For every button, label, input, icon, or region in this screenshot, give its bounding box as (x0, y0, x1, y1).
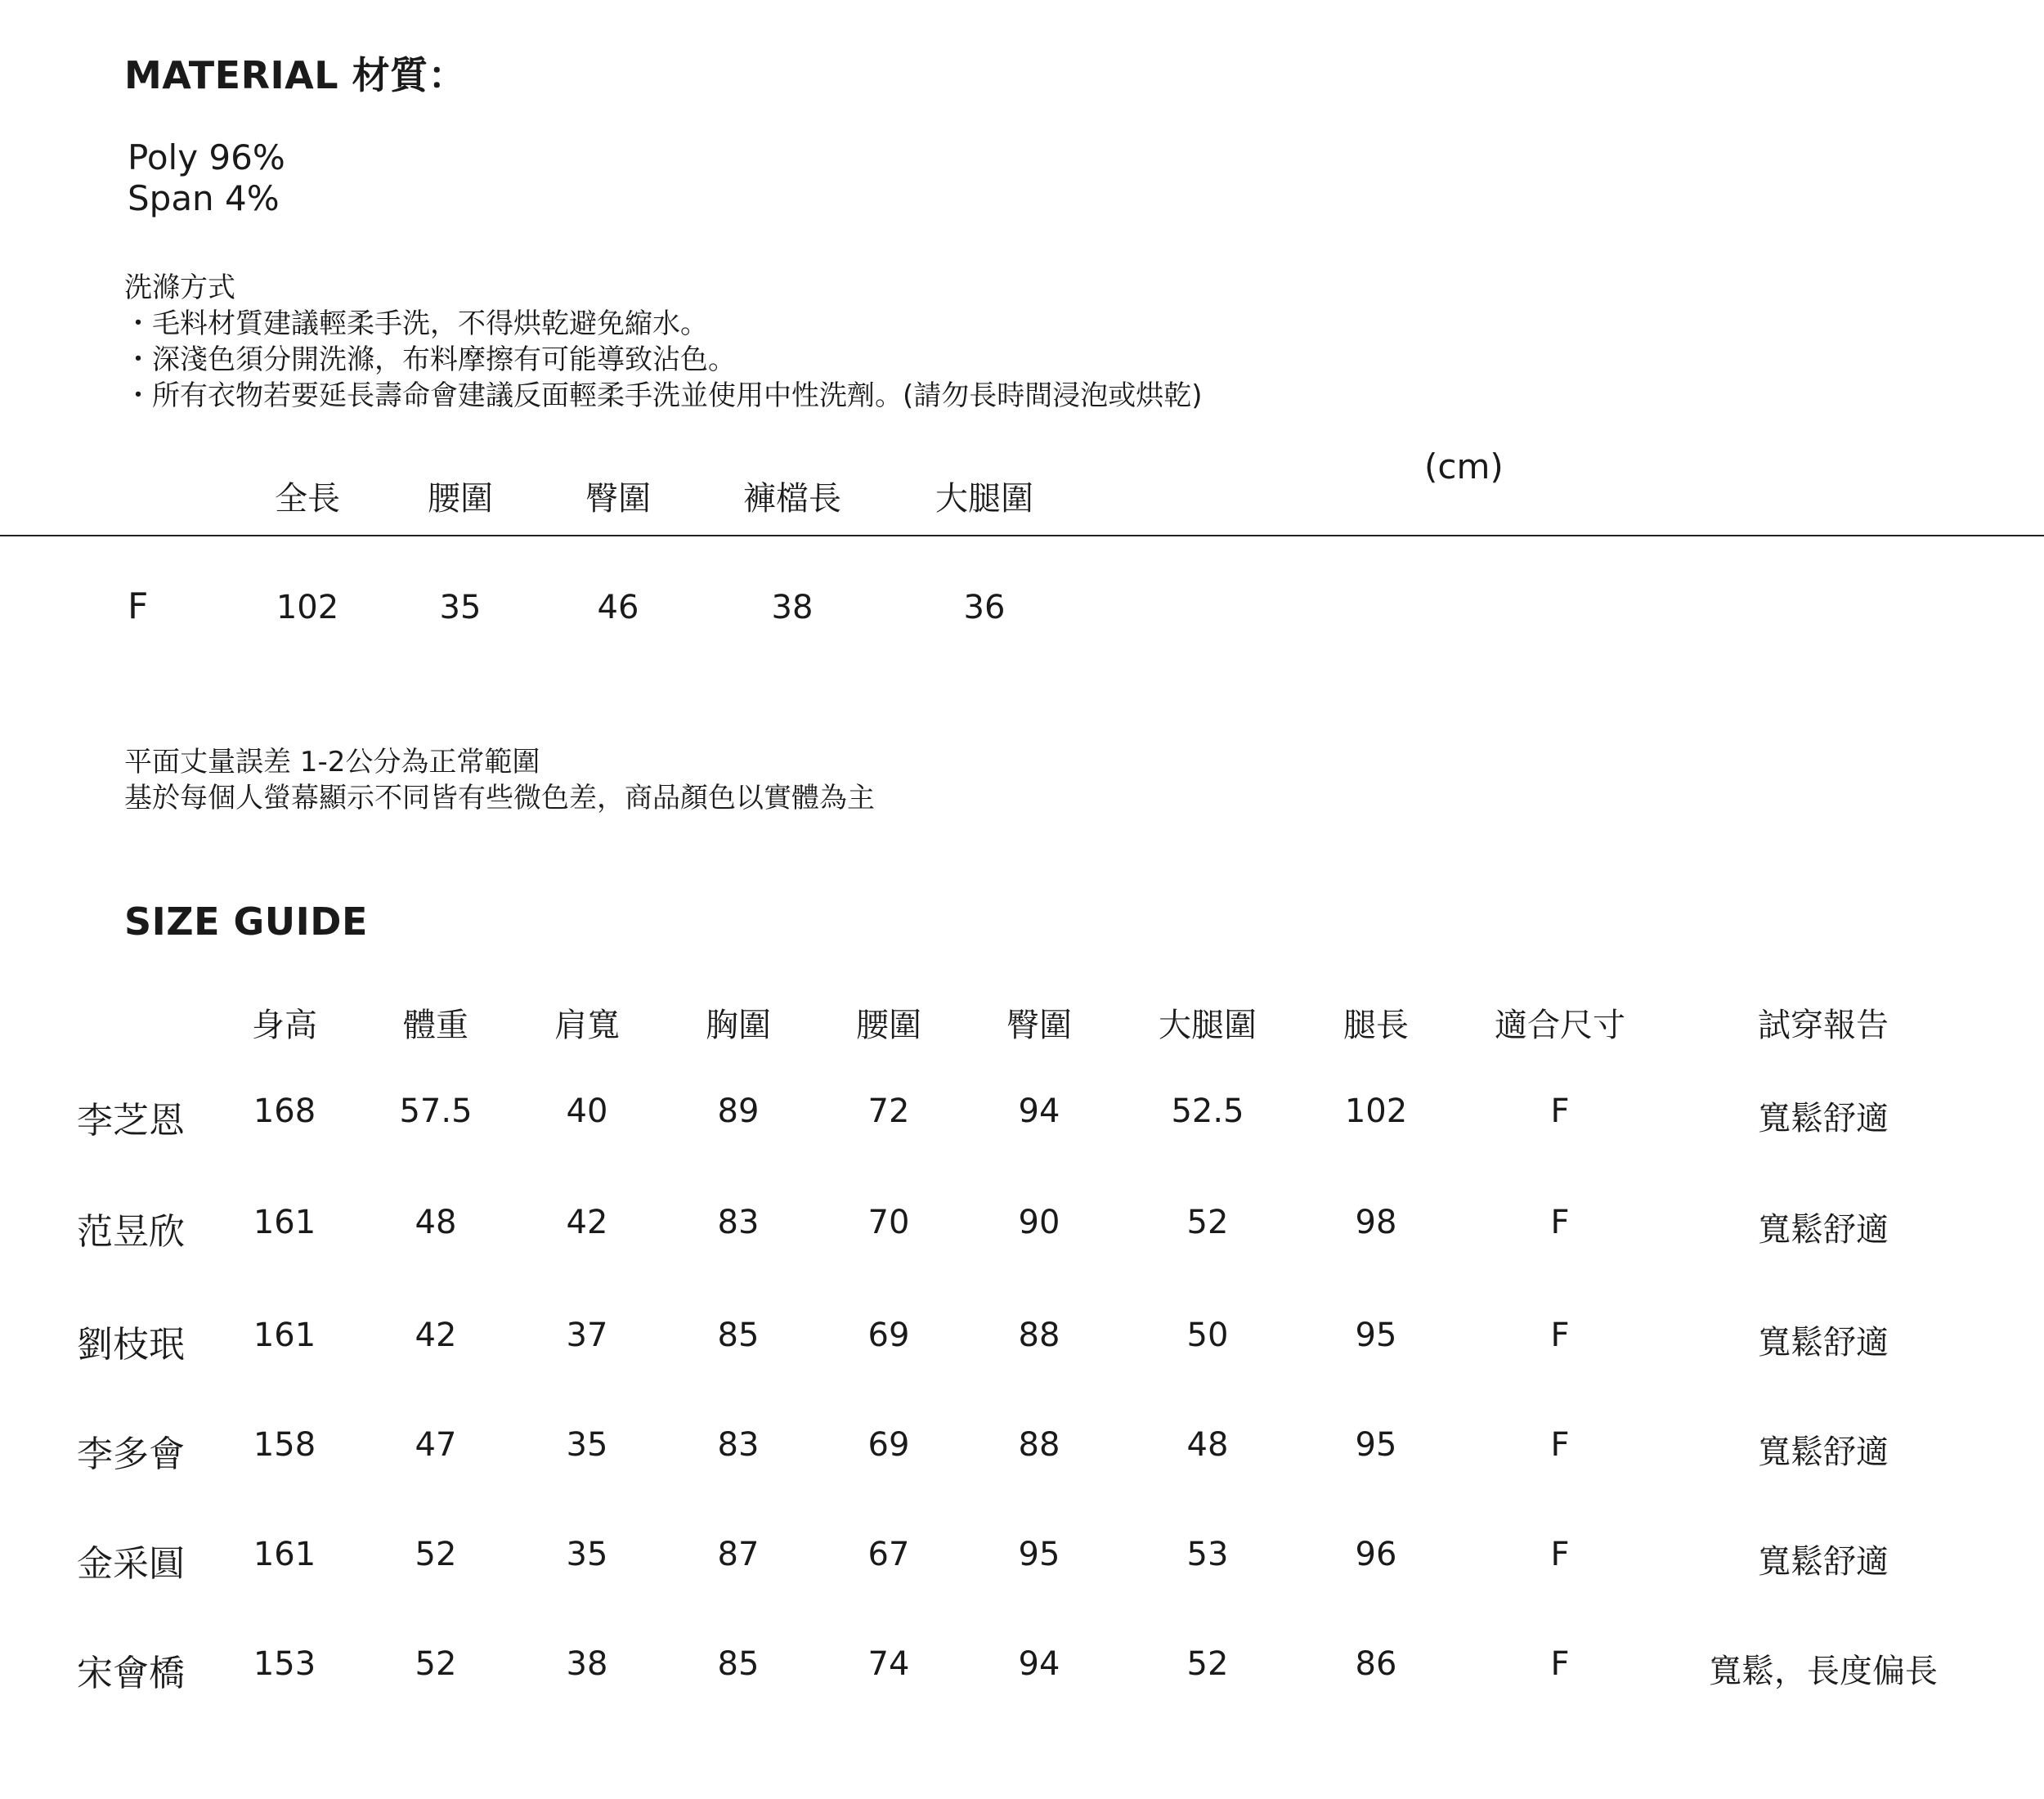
guide-cell: 寬鬆，長度偏長 (1709, 1653, 1938, 1690)
guide-cell: 寬鬆舒適 (1758, 1211, 1889, 1249)
guide-header: 身高 (252, 1007, 317, 1044)
material-title: MATERIAL 材質： (124, 53, 467, 97)
unit-label: (cm) (1424, 446, 1504, 487)
guide-header: 試穿報告 (1758, 1007, 1889, 1044)
guide-cell: 87 (717, 1536, 760, 1573)
guide-header: 大腿圍 (1159, 1007, 1257, 1044)
guide-cell: 47 (415, 1426, 457, 1464)
guide-cell: 90 (1018, 1204, 1060, 1241)
guide-cell: 69 (867, 1317, 910, 1354)
note-line: 基於每個人螢幕顯示不同皆有些微色差，商品顏色以實體為主 (124, 782, 875, 814)
guide-cell: 88 (1018, 1426, 1060, 1464)
guide-cell: 52.5 (1171, 1092, 1244, 1130)
guide-cell: 95 (1018, 1536, 1060, 1573)
size-header: 大腿圍 (935, 480, 1033, 518)
model-name: 金采圓 (77, 1543, 185, 1585)
care-line: ・所有衣物若要延長壽命會建議反面輕柔手洗並使用中性洗劑。(請勿長時間浸泡或烘乾) (124, 379, 1203, 412)
model-name: 范昱欣 (77, 1211, 185, 1253)
model-name: 李芝恩 (77, 1100, 185, 1142)
care-line: ・毛料材質建議輕柔手洗，不得烘乾避免縮水。 (124, 307, 708, 340)
guide-cell: 96 (1355, 1536, 1397, 1573)
guide-cell: 89 (717, 1092, 760, 1130)
guide-cell: 57.5 (399, 1092, 473, 1130)
guide-cell: 85 (717, 1317, 760, 1354)
guide-cell: 37 (566, 1317, 608, 1354)
guide-cell: 35 (566, 1426, 608, 1464)
guide-header: 腰圍 (856, 1007, 921, 1044)
guide-cell: F (1550, 1645, 1570, 1683)
guide-cell: 38 (566, 1645, 608, 1683)
guide-cell: 53 (1186, 1536, 1229, 1573)
size-value: 38 (771, 589, 814, 626)
model-name: 李多會 (77, 1433, 185, 1475)
guide-cell: 153 (253, 1645, 316, 1683)
guide-cell: 102 (1344, 1092, 1408, 1130)
guide-cell: 158 (253, 1426, 316, 1464)
guide-cell: 161 (253, 1317, 316, 1354)
guide-header: 體重 (403, 1007, 468, 1044)
guide-cell: 寬鬆舒適 (1758, 1433, 1889, 1471)
guide-cell: 74 (867, 1645, 910, 1683)
guide-cell: 85 (717, 1645, 760, 1683)
guide-cell: 161 (253, 1204, 316, 1241)
guide-header: 腿長 (1343, 1007, 1409, 1044)
guide-cell: 寬鬆舒適 (1758, 1543, 1889, 1581)
guide-cell: 67 (867, 1536, 910, 1573)
guide-cell: F (1550, 1536, 1570, 1573)
guide-cell: 52 (415, 1645, 457, 1683)
guide-cell: 52 (415, 1536, 457, 1573)
guide-cell: 69 (867, 1426, 910, 1464)
guide-cell: 35 (566, 1536, 608, 1573)
material-line: Poly 96% (128, 137, 285, 177)
guide-cell: 86 (1355, 1645, 1397, 1683)
guide-cell: 98 (1355, 1204, 1397, 1241)
guide-cell: F (1550, 1092, 1570, 1130)
guide-cell: 70 (867, 1204, 910, 1241)
model-name: 宋會橋 (77, 1653, 185, 1694)
size-value: 102 (276, 589, 339, 626)
guide-header: 適合尺寸 (1495, 1007, 1625, 1044)
care-title: 洗滌方式 (124, 271, 235, 304)
guide-cell: 寬鬆舒適 (1758, 1100, 1889, 1137)
size-header: 腰圍 (428, 480, 493, 518)
guide-cell: 95 (1355, 1317, 1397, 1354)
guide-cell: 72 (867, 1092, 910, 1130)
guide-cell: 48 (1186, 1426, 1229, 1464)
guide-cell: 83 (717, 1204, 760, 1241)
guide-cell: 42 (566, 1204, 608, 1241)
guide-cell: 52 (1186, 1204, 1229, 1241)
guide-cell: 94 (1018, 1645, 1060, 1683)
guide-cell: 50 (1186, 1317, 1229, 1354)
size-value: 36 (963, 589, 1006, 626)
guide-cell: 161 (253, 1536, 316, 1573)
guide-cell: 83 (717, 1426, 760, 1464)
guide-cell: F (1550, 1317, 1570, 1354)
note-line: 平面丈量誤差 1-2公分為正常範圍 (124, 746, 540, 778)
guide-cell: 168 (253, 1092, 316, 1130)
care-line: ・深淺色須分開洗滌，布料摩擦有可能導致沾色。 (124, 343, 736, 376)
guide-cell: 88 (1018, 1317, 1060, 1354)
material-line: Span 4% (128, 178, 280, 218)
guide-cell: F (1550, 1204, 1570, 1241)
guide-header: 胸圍 (706, 1007, 771, 1044)
guide-cell: 42 (415, 1317, 457, 1354)
size-value: 35 (439, 589, 482, 626)
guide-cell: 48 (415, 1204, 457, 1241)
guide-cell: F (1550, 1426, 1570, 1464)
guide-header: 臀圍 (1006, 1007, 1072, 1044)
size-header: 褲檔長 (743, 480, 841, 518)
guide-cell: 寬鬆舒適 (1758, 1324, 1889, 1362)
guide-cell: 94 (1018, 1092, 1060, 1130)
size-label: F (128, 585, 149, 627)
model-name: 劉枝珉 (77, 1324, 185, 1366)
guide-cell: 40 (566, 1092, 608, 1130)
size-value: 46 (597, 589, 639, 626)
size-guide-title: SIZE GUIDE (124, 900, 368, 944)
size-header: 臀圍 (585, 480, 651, 518)
guide-cell: 52 (1186, 1645, 1229, 1683)
guide-header: 肩寬 (554, 1007, 620, 1044)
size-header: 全長 (275, 480, 340, 518)
guide-cell: 95 (1355, 1426, 1397, 1464)
table-divider (0, 535, 2044, 536)
